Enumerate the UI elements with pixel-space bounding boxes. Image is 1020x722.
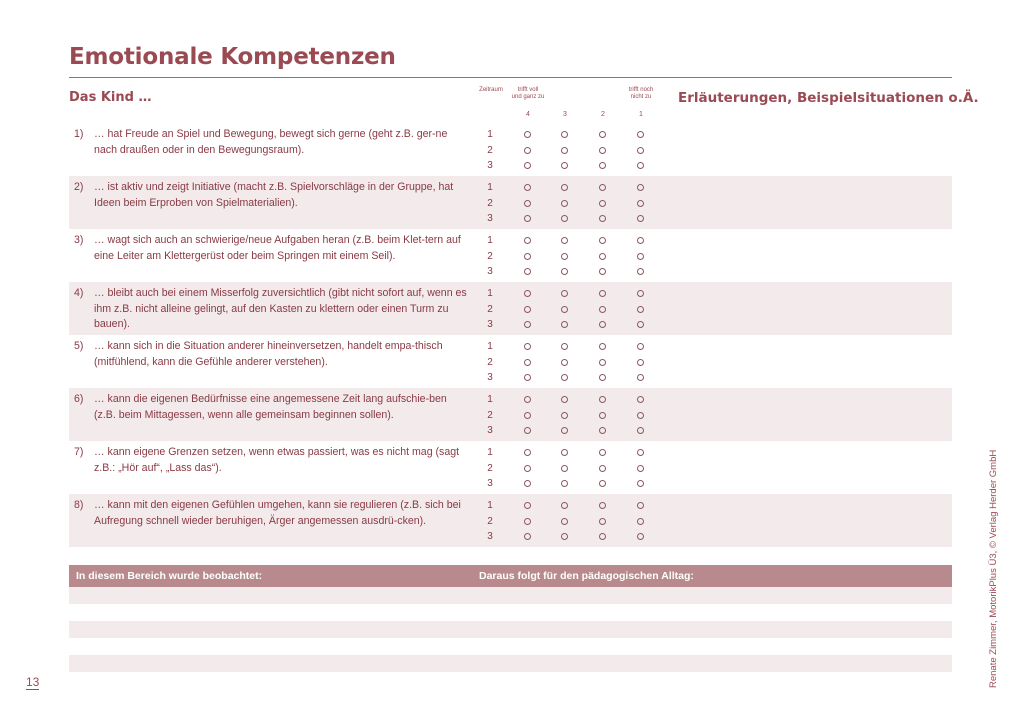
rating-radio-4[interactable] bbox=[524, 396, 531, 403]
period-label: 2 bbox=[487, 144, 493, 156]
period-label: 2 bbox=[487, 409, 493, 421]
rating-radio-2[interactable] bbox=[599, 412, 606, 419]
rating-radio-3[interactable] bbox=[561, 200, 568, 207]
period-label: 3 bbox=[487, 425, 493, 436]
rating-radio-4[interactable] bbox=[524, 237, 531, 244]
rating-radio-1[interactable] bbox=[637, 359, 644, 366]
rating-radio-4[interactable] bbox=[524, 449, 531, 456]
scale-value-3: 3 bbox=[563, 111, 567, 118]
notes-field[interactable] bbox=[669, 176, 952, 229]
rating-radio-4[interactable] bbox=[524, 162, 531, 169]
rating-radio-2[interactable] bbox=[599, 533, 606, 540]
rating-radio-1[interactable] bbox=[637, 343, 644, 350]
scale-high-header bbox=[508, 87, 548, 101]
period-label: 1 bbox=[487, 447, 493, 458]
period-label: 3 bbox=[487, 372, 493, 383]
rating-radio-2[interactable] bbox=[599, 480, 606, 487]
rating-radio-4[interactable] bbox=[524, 518, 531, 525]
rating-radio-3[interactable] bbox=[561, 147, 568, 154]
rating-radio-1[interactable] bbox=[637, 268, 644, 275]
notes-field[interactable] bbox=[669, 335, 952, 388]
rating-radio-2[interactable] bbox=[599, 147, 606, 154]
period-label: 3 bbox=[487, 319, 493, 330]
period-label: 3 bbox=[487, 478, 493, 489]
rating-radio-2[interactable] bbox=[599, 518, 606, 525]
item-text bbox=[74, 127, 469, 158]
item-description: … bleibt auch bei einem Misserfolg zuversichtlich (gibt nicht sofort auf, wenn es ihm z.B. nicht alleine gelingt, auf den Kasten zu klettern oder einen Turm zu bauen). bbox=[94, 287, 467, 330]
writing-line-2[interactable] bbox=[69, 621, 952, 638]
period-label: 2 bbox=[487, 515, 493, 527]
rating-radio-1[interactable] bbox=[637, 518, 644, 525]
scale-low-label-line2: nicht zu bbox=[630, 94, 652, 100]
item-text bbox=[74, 286, 469, 333]
item-description: … kann die eigenen Bedürfnisse eine angemessene Zeit lang aufschie-ben (z.B. beim Mittagessen, wenn alle gemeinsam beginnen sollen). bbox=[94, 393, 447, 421]
rating-radio-2[interactable] bbox=[599, 359, 606, 366]
rating-radio-1[interactable] bbox=[637, 480, 644, 487]
writing-line-1[interactable] bbox=[69, 587, 952, 604]
item-row bbox=[69, 176, 952, 229]
copyright-credit: Renate Zimmer, MotorikPlus Ü3, © Verlag Herder GmbH bbox=[988, 449, 999, 688]
item-number: 7) bbox=[74, 446, 84, 458]
rating-radio-2[interactable] bbox=[599, 215, 606, 222]
rating-radio-2[interactable] bbox=[599, 502, 606, 509]
rating-radio-4[interactable] bbox=[524, 215, 531, 222]
item-row bbox=[69, 123, 952, 176]
observed-label: In diesem Bereich wurde beobachtet: bbox=[76, 570, 263, 582]
rating-radio-1[interactable] bbox=[637, 396, 644, 403]
period-label: 1 bbox=[487, 341, 493, 352]
period-label: 1 bbox=[487, 288, 493, 299]
item-text bbox=[74, 392, 469, 423]
rating-radio-4[interactable] bbox=[524, 253, 531, 260]
item-text bbox=[74, 180, 469, 211]
rating-radio-1[interactable] bbox=[637, 306, 644, 313]
item-row bbox=[69, 335, 952, 388]
rating-radio-1[interactable] bbox=[637, 427, 644, 434]
rating-radio-1[interactable] bbox=[637, 465, 644, 472]
rating-radio-3[interactable] bbox=[561, 237, 568, 244]
rating-radio-4[interactable] bbox=[524, 343, 531, 350]
rating-radio-2[interactable] bbox=[599, 465, 606, 472]
period-label: 2 bbox=[487, 303, 493, 315]
rating-radio-4[interactable] bbox=[524, 359, 531, 366]
item-number: 1) bbox=[74, 128, 84, 140]
rating-radio-1[interactable] bbox=[637, 290, 644, 297]
rating-radio-2[interactable] bbox=[599, 449, 606, 456]
rating-radio-2[interactable] bbox=[599, 162, 606, 169]
rating-radio-4[interactable] bbox=[524, 200, 531, 207]
rating-radio-3[interactable] bbox=[561, 343, 568, 350]
rating-radio-3[interactable] bbox=[561, 131, 568, 138]
item-description: … kann eigene Grenzen setzen, wenn etwas passiert, was es nicht mag (sagt z.B.: „Hör auf“, „Lass das“). bbox=[94, 446, 460, 474]
rating-radio-1[interactable] bbox=[637, 253, 644, 260]
rating-radio-2[interactable] bbox=[599, 321, 606, 328]
notes-field[interactable] bbox=[669, 229, 952, 282]
period-label: 3 bbox=[487, 213, 493, 224]
rating-radio-3[interactable] bbox=[561, 518, 568, 525]
item-description: … ist aktiv und zeigt Initiative (macht z.B. Spielvorschläge in der Gruppe, hat Ideen beim Erproben von Spielmaterialien). bbox=[94, 181, 454, 209]
scale-value-4: 4 bbox=[526, 111, 530, 118]
page-title: Emotionale Kompetenzen bbox=[69, 44, 396, 70]
rating-radio-3[interactable] bbox=[561, 268, 568, 275]
rating-radio-4[interactable] bbox=[524, 306, 531, 313]
rating-radio-2[interactable] bbox=[599, 427, 606, 434]
rating-radio-1[interactable] bbox=[637, 131, 644, 138]
notes-field[interactable] bbox=[669, 441, 952, 494]
period-label: 3 bbox=[487, 160, 493, 171]
rating-radio-3[interactable] bbox=[561, 374, 568, 381]
rating-radio-4[interactable] bbox=[524, 374, 531, 381]
scale-low-label-line1: trifft noch bbox=[628, 87, 654, 93]
item-text bbox=[74, 498, 469, 529]
rating-radio-4[interactable] bbox=[524, 147, 531, 154]
scale-low-header bbox=[621, 87, 661, 101]
period-label: 2 bbox=[487, 356, 493, 368]
rating-radio-2[interactable] bbox=[599, 396, 606, 403]
item-text bbox=[74, 339, 469, 370]
rating-radio-4[interactable] bbox=[524, 268, 531, 275]
item-text bbox=[74, 445, 469, 476]
period-label: 1 bbox=[487, 394, 493, 405]
rating-radio-4[interactable] bbox=[524, 480, 531, 487]
item-row bbox=[69, 441, 952, 494]
period-label: 2 bbox=[487, 462, 493, 474]
rating-radio-4[interactable] bbox=[524, 502, 531, 509]
rating-radio-2[interactable] bbox=[599, 237, 606, 244]
rating-radio-2[interactable] bbox=[599, 268, 606, 275]
notes-field[interactable] bbox=[669, 123, 952, 176]
rating-radio-1[interactable] bbox=[637, 449, 644, 456]
rating-radio-2[interactable] bbox=[599, 200, 606, 207]
item-number: 5) bbox=[74, 340, 84, 352]
rating-radio-3[interactable] bbox=[561, 465, 568, 472]
period-label: 1 bbox=[487, 500, 493, 511]
rating-radio-1[interactable] bbox=[637, 184, 644, 191]
rating-radio-3[interactable] bbox=[561, 412, 568, 419]
item-number: 8) bbox=[74, 499, 84, 511]
rating-radio-4[interactable] bbox=[524, 184, 531, 191]
rating-radio-3[interactable] bbox=[561, 162, 568, 169]
rating-radio-1[interactable] bbox=[637, 215, 644, 222]
item-description: … hat Freude an Spiel und Bewegung, bewegt sich gerne (geht z.B. ger-ne nach draußen oder in den Bewegungsraum). bbox=[94, 128, 448, 156]
period-label: 3 bbox=[487, 531, 493, 542]
item-description: … wagt sich auch an schwierige/neue Aufgaben heran (z.B. beim Klet-tern auf eine Leiter am Klettergerüst oder beim Springen mit einem Seil). bbox=[94, 234, 461, 262]
period-label: 1 bbox=[487, 235, 493, 246]
rating-radio-3[interactable] bbox=[561, 502, 568, 509]
rating-radio-3[interactable] bbox=[561, 449, 568, 456]
notes-field[interactable] bbox=[669, 388, 952, 441]
section-subtitle: Das Kind … bbox=[69, 90, 152, 105]
assessment-table bbox=[69, 123, 952, 547]
notes-field[interactable] bbox=[669, 282, 952, 335]
rating-radio-3[interactable] bbox=[561, 480, 568, 487]
period-label: 1 bbox=[487, 129, 493, 140]
rating-radio-2[interactable] bbox=[599, 131, 606, 138]
rating-radio-3[interactable] bbox=[561, 253, 568, 260]
summary-header-bar bbox=[69, 565, 952, 587]
rating-radio-2[interactable] bbox=[599, 343, 606, 350]
item-number: 6) bbox=[74, 393, 84, 405]
rating-radio-4[interactable] bbox=[524, 465, 531, 472]
item-row bbox=[69, 229, 952, 282]
period-label: 2 bbox=[487, 250, 493, 262]
rating-radio-4[interactable] bbox=[524, 290, 531, 297]
scale-high-label-line1: trifft voll bbox=[517, 87, 539, 93]
scale-value-1: 1 bbox=[639, 111, 643, 118]
title-divider bbox=[69, 77, 952, 78]
period-label: 2 bbox=[487, 197, 493, 209]
rating-radio-4[interactable] bbox=[524, 131, 531, 138]
period-column-header: Zeitraum bbox=[479, 87, 503, 93]
notes-column-header: Erläuterungen, Beispielsituationen o.Ä. bbox=[678, 90, 979, 106]
rating-radio-3[interactable] bbox=[561, 533, 568, 540]
rating-radio-1[interactable] bbox=[637, 502, 644, 509]
period-label: 1 bbox=[487, 182, 493, 193]
rating-radio-1[interactable] bbox=[637, 147, 644, 154]
item-description: … kann mit den eigenen Gefühlen umgehen, kann sie regulieren (z.B. sich bei Aufregung schnell wieder beruhigen, Ärger angemessen ausdrü-cken). bbox=[94, 499, 461, 527]
rating-radio-4[interactable] bbox=[524, 533, 531, 540]
rating-radio-3[interactable] bbox=[561, 427, 568, 434]
item-number: 3) bbox=[74, 234, 84, 246]
rating-radio-3[interactable] bbox=[561, 290, 568, 297]
rating-radio-4[interactable] bbox=[524, 321, 531, 328]
rating-radio-1[interactable] bbox=[637, 237, 644, 244]
rating-radio-2[interactable] bbox=[599, 253, 606, 260]
rating-radio-2[interactable] bbox=[599, 184, 606, 191]
item-row bbox=[69, 494, 952, 547]
consequence-label: Daraus folgt für den pädagogischen Alltag: bbox=[479, 570, 694, 582]
rating-radio-1[interactable] bbox=[637, 321, 644, 328]
rating-radio-2[interactable] bbox=[599, 306, 606, 313]
page-number: 13 bbox=[26, 675, 40, 689]
writing-line-3[interactable] bbox=[69, 655, 952, 672]
period-label: 3 bbox=[487, 266, 493, 277]
rating-radio-1[interactable] bbox=[637, 374, 644, 381]
rating-radio-1[interactable] bbox=[637, 533, 644, 540]
item-number: 4) bbox=[74, 287, 84, 299]
item-row bbox=[69, 388, 952, 441]
notes-field[interactable] bbox=[669, 494, 952, 547]
rating-radio-1[interactable] bbox=[637, 200, 644, 207]
rating-radio-1[interactable] bbox=[637, 412, 644, 419]
rating-radio-4[interactable] bbox=[524, 412, 531, 419]
scale-high-label-line2: und ganz zu bbox=[511, 94, 545, 100]
rating-radio-3[interactable] bbox=[561, 359, 568, 366]
rating-radio-2[interactable] bbox=[599, 290, 606, 297]
rating-radio-2[interactable] bbox=[599, 374, 606, 381]
rating-radio-3[interactable] bbox=[561, 184, 568, 191]
rating-radio-3[interactable] bbox=[561, 321, 568, 328]
rating-radio-1[interactable] bbox=[637, 162, 644, 169]
item-description: … kann sich in die Situation anderer hineinversetzen, handelt empa-thisch (mitfühlend, kann die Gefühle anderer verstehen). bbox=[94, 340, 443, 368]
rating-radio-3[interactable] bbox=[561, 306, 568, 313]
rating-radio-3[interactable] bbox=[561, 215, 568, 222]
rating-radio-4[interactable] bbox=[524, 427, 531, 434]
rating-radio-3[interactable] bbox=[561, 396, 568, 403]
scale-value-2: 2 bbox=[601, 111, 605, 118]
item-text bbox=[74, 233, 469, 264]
item-row bbox=[69, 282, 952, 335]
item-number: 2) bbox=[74, 181, 84, 193]
